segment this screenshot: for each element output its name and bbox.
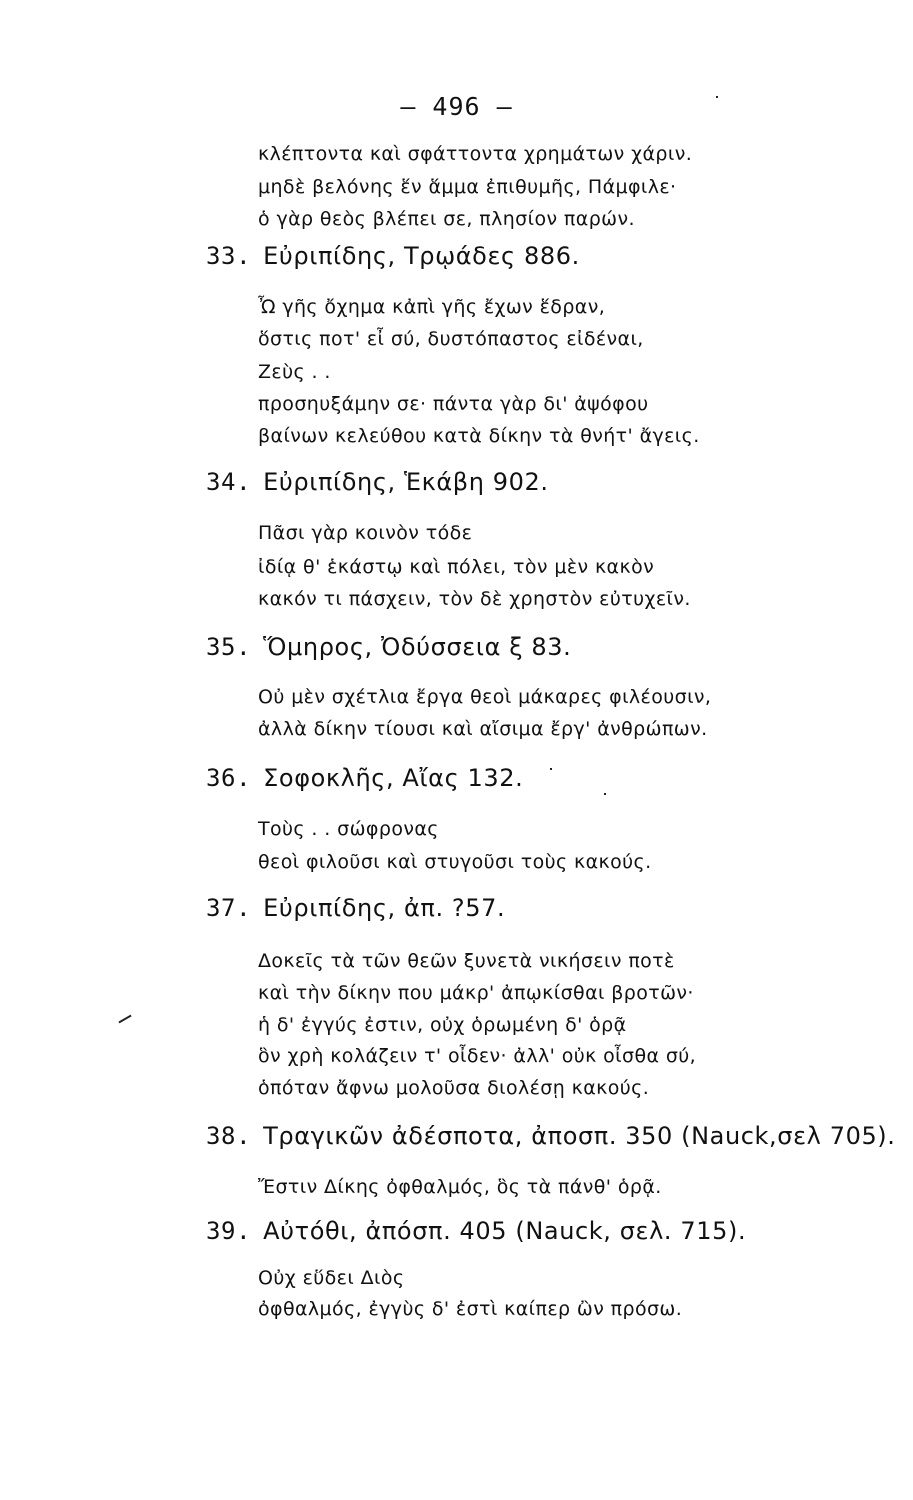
page-number: — 496 — xyxy=(400,92,513,121)
text-line: ἡ δ' ἐγγύς ἐστιν, οὐχ ὁρωμένη δ' ὁρᾷ xyxy=(258,1014,627,1036)
scan-mark xyxy=(550,768,552,770)
text-line: ὁ γὰρ θεὸς βλέπει σε, πλησίον παρών. xyxy=(258,208,635,230)
section-number: 34. xyxy=(206,468,252,496)
section-number: 37. xyxy=(206,894,252,922)
text-line: ὅστις ποτ' εἶ σύ, δυστόπαστος εἰδέναι, xyxy=(258,328,644,350)
text-line: Ἔστιν Δίκης ὀφθαλμός, ὃς τὰ πάνθ' ὁρᾷ. xyxy=(258,1176,662,1198)
text-line: ὃν χρὴ κολάζειν τ' οἶδεν· ἀλλ' οὐκ οἶσθα σύ, xyxy=(258,1045,697,1067)
section-title: Εὐριπίδης, Ἑκάβη 902. xyxy=(263,468,549,496)
text-line: Ὦ γῆς ὄχημα κἀπὶ γῆς ἔχων ἕδραν, xyxy=(258,296,606,318)
section-title: Ὅμηρος, Ὀδύσσεια ξ 83. xyxy=(263,633,572,661)
section-number: 39. xyxy=(206,1217,252,1245)
section-heading xyxy=(206,764,523,792)
section-number: 33. xyxy=(206,242,252,270)
text-line: Τοὺς . . σώφρονας xyxy=(258,818,439,840)
text-line: ἀλλὰ δίκην τίουσι καὶ αἴσιμα ἔργ' ἀνθρώπων. xyxy=(258,718,708,740)
section-heading xyxy=(206,1217,746,1245)
section-title: Εὐριπίδης, ἀπ. ?57. xyxy=(263,894,506,922)
section-number: 38. xyxy=(206,1122,252,1150)
section-title: Εὐριπίδης, Τρῳάδες 886. xyxy=(263,242,580,270)
text-line: Οὐχ εὕδει Διὸς xyxy=(258,1267,405,1289)
section-heading xyxy=(206,894,505,922)
text-line: Οὐ μὲν σχέτλια ἔργα θεοὶ μάκαρες φιλέουσιν, xyxy=(258,686,712,708)
section-heading xyxy=(206,633,571,661)
text-line: Ζεὺς . . xyxy=(258,361,331,383)
section-title: Τραγικῶν ἀδέσποτα, ἀποσπ. 350 (Nauck,σελ 705). xyxy=(263,1122,896,1150)
section-heading xyxy=(206,1122,896,1150)
text-line: προσηυξάμην σε· πάντα γὰρ δι' ἀψόφου xyxy=(258,393,649,415)
section-number: 36. xyxy=(206,764,252,792)
section-title: Αὐτόθι, ἀπόσπ. 405 (Nauck, σελ. 715). xyxy=(263,1217,747,1245)
section-heading xyxy=(206,242,580,270)
section-title: Σοφοκλῆς, Αἴας 132. xyxy=(263,764,524,792)
text-line: καὶ τὴν δίκην που μάκρ' ἀπῳκίσθαι βροτῶν· xyxy=(258,982,694,1004)
scan-mark xyxy=(118,1015,131,1024)
text-line: Δοκεῖς τὰ τῶν θεῶν ξυνετὰ νικήσειν ποτὲ xyxy=(258,950,675,972)
section-heading xyxy=(206,468,549,496)
text-line: θεοὶ φιλοῦσι καὶ στυγοῦσι τοὺς κακούς. xyxy=(258,851,652,873)
text-line: κακόν τι πάσχειν, τὸν δὲ χρηστὸν εὐτυχεῖν. xyxy=(258,588,691,610)
text-line: Πᾶσι γὰρ κοινὸν τόδε xyxy=(258,522,473,544)
scan-mark xyxy=(604,793,606,795)
text-line: ὁπόταν ἄφνω μολοῦσα διολέσῃ κακούς. xyxy=(258,1077,650,1099)
scan-mark xyxy=(716,96,718,98)
text-line: μηδὲ βελόνης ἕν ἅμμα ἐπιθυμῆς, Πάμφιλε· xyxy=(258,176,677,198)
section-number: 35. xyxy=(206,633,252,661)
text-line: ὀφθαλμός, ἐγγὺς δ' ἐστὶ καίπερ ὢν πρόσω. xyxy=(258,1298,683,1320)
text-line: ἰδίᾳ θ' ἑκάστῳ καὶ πόλει, τὸν μὲν κακὸν xyxy=(258,556,655,578)
text-line: βαίνων κελεύθου κατὰ δίκην τὰ θνήτ' ἄγεις. xyxy=(258,425,700,447)
text-line: κλέπτοντα καὶ σφάττοντα χρημάτων χάριν. xyxy=(258,143,693,165)
